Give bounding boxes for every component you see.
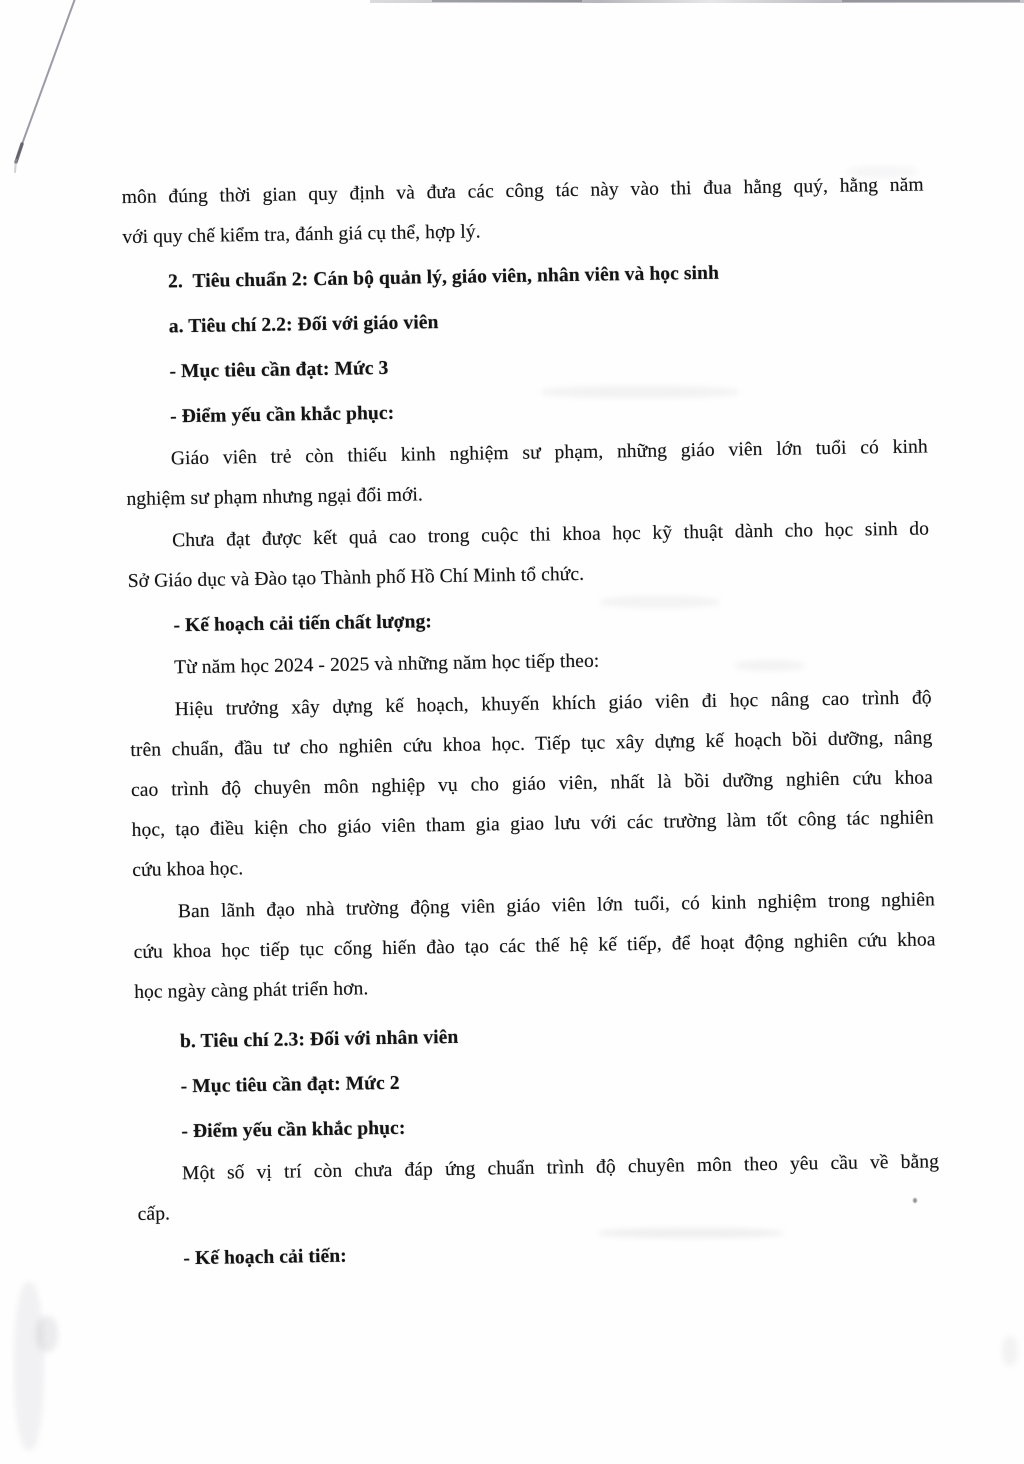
text-line: Hiệu trưởng xây dựng kế hoạch, khuyến khích giáo viên đi học nâng cao trình độ: [174, 687, 932, 721]
scan-edge-smudge: [1002, 1336, 1018, 1366]
text-line: học, tạo điều kiện cho giáo viên tham gia giao lưu với các trường làm tốt công tác nghiên: [131, 807, 934, 841]
text-line: Ban lãnh đạo nhà trường động viên giáo viên lớn tuổi, có kinh nghiệm trong nghiên: [177, 889, 936, 923]
text-line: Chưa đạt được kết quả cao trong cuộc thi khoa học kỹ thuật dành cho học sinh do: [171, 518, 930, 552]
text-line: cấp.: [137, 1203, 171, 1225]
text-line: với quy chế kiểm tra, đánh giá cụ thể, hợp lý.: [122, 221, 481, 249]
text-line: Giáo viên trẻ còn thiếu kinh nghiệm sư phạm, những giáo viên lớn tuổi có kinh: [170, 436, 928, 470]
scan-edge-smudge: [14, 1282, 44, 1450]
text-line: - Kế hoạch cải tiến chất lượng:: [173, 611, 433, 637]
text-line: - Điểm yếu cần khắc phục:: [170, 402, 395, 428]
paragraph-plan-principal: [129, 678, 934, 891]
text-line: Một số vị trí còn chưa đáp ứng chuẩn trình độ chuyên môn theo yêu cầu về bằng: [181, 1151, 940, 1185]
text-line: nghiệm sư phạm nhưng ngại đổi mới.: [126, 484, 424, 511]
paragraph-weakness-staff: [137, 1142, 940, 1235]
paragraph-carryover: [121, 165, 924, 258]
text-line: cứu khoa học.: [132, 858, 244, 881]
text-line: 2. Tiêu chuẩn 2: Cán bộ quản lý, giáo viên, nhân viên và học sinh: [167, 262, 720, 293]
heading-criterion-2-3: [135, 1010, 938, 1063]
text-line: cao trình độ chuyên môn nghiệp vụ cho giáo viên, nhất là bồi dưỡng nghiên cứu khoa: [130, 767, 934, 801]
text-line: - Điểm yếu cần khắc phục:: [181, 1117, 406, 1143]
text-line: cứu khoa học tiếp tục cống hiến đào tạo các thế hệ kế tiếp, để hoạt động nghiên cứu khoa: [133, 929, 936, 963]
text-line: a. Tiêu chí 2.2: Đối với giáo viên: [168, 312, 439, 338]
heading-target-2-3: [135, 1055, 938, 1108]
paragraph-weakness-teachers-1: [126, 427, 929, 520]
text-line: môn đúng thời gian quy định và đưa các công tác này vào thi đua hằng quý, hằng năm: [121, 174, 924, 209]
paragraph-plan-leadership: [133, 880, 937, 1013]
text-line: - Mục tiêu cần đạt: Mức 3: [169, 357, 389, 383]
text-line: - Mục tiêu cần đạt: Mức 2: [180, 1072, 400, 1098]
text-line: trên chuẩn, đầu tư cho nghiên cứu khoa học. Tiếp tục xây dựng kế hoạch bồi dưỡng, nâng: [130, 727, 933, 761]
paragraph-weakness-teachers-2: [127, 509, 930, 602]
text-line: b. Tiêu chí 2.3: Đối với nhân viên: [179, 1026, 459, 1053]
heading-standard-2: [123, 250, 926, 303]
text-line: Sở Giáo dục và Đào tạo Thành phố Hồ Chí Minh tổ chức.: [127, 563, 585, 593]
heading-target-2-2: [124, 340, 927, 393]
text-line: Từ năm học 2024 - 2025 và những năm học tiếp theo:: [173, 650, 600, 679]
scan-edge-smudge: [36, 1316, 58, 1352]
text-line: học ngày càng phát triển hơn.: [134, 978, 369, 1003]
heading-criterion-2-2: [123, 295, 926, 348]
heading-improvement-plan-2-3: [138, 1227, 941, 1280]
text-line: - Kế hoạch cải tiến:: [183, 1245, 347, 1270]
